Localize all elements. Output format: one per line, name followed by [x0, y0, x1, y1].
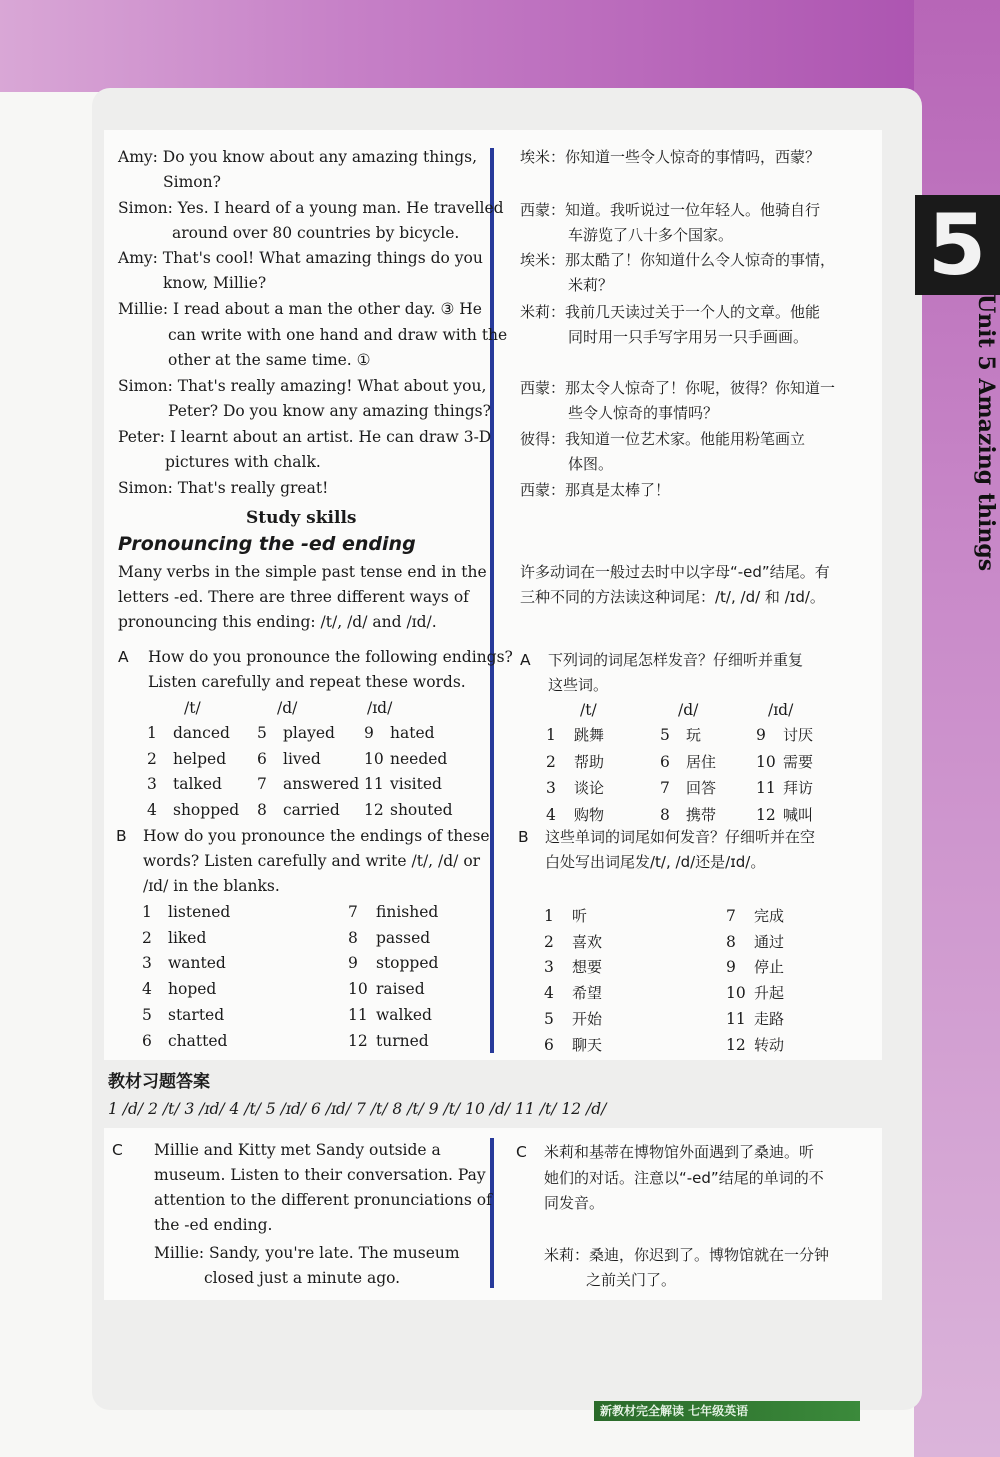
word-cell-number: 6: [142, 1031, 152, 1050]
dialogue-line-zh: 体图。: [568, 455, 614, 473]
word-cell-number: 10: [348, 980, 368, 999]
word-cell-zh-number: 1: [546, 726, 556, 744]
word-cell-number: 5: [142, 1005, 152, 1024]
word-cell-number: 3: [147, 775, 157, 793]
dialogue-line: Amy: Do you know about any amazing things,: [118, 148, 478, 166]
dialogue-line-zh: 米莉：我前几天读过关于一个人的文章。他能: [520, 303, 821, 321]
dialogue-line: closed just a minute ago.: [204, 1269, 401, 1287]
word-cell-word: wanted: [168, 954, 226, 973]
word-cell-word: liked: [168, 928, 207, 947]
word-cell-number: 5: [257, 724, 267, 742]
column-header: /d/: [277, 699, 298, 717]
word-cell-zh-word: 玩: [686, 726, 702, 744]
word-cell-number: 9: [364, 724, 374, 742]
top-decorative-band: [0, 0, 1000, 92]
word-cell-zh-word: 走路: [754, 1009, 785, 1028]
intro-line: Many verbs in the simple past tense end in the: [118, 563, 487, 581]
dialogue-line-zh: 西蒙：那太令人惊奇了！你呢，彼得？你知道一: [520, 379, 836, 397]
word-cell-zh-word: 转动: [754, 1035, 785, 1054]
dialogue-line: other at the same time. ①: [168, 351, 371, 369]
dialogue-line: Millie: Sandy, you're late. The museum: [154, 1244, 460, 1262]
exercise-letter: B: [116, 827, 127, 845]
word-cell-number: 7: [257, 775, 267, 793]
word-cell-word: answered: [283, 775, 360, 793]
section-heading: Study skills: [246, 508, 357, 528]
exercise-prompt: How do you pronounce the endings of these: [143, 827, 490, 845]
word-cell-zh-word: 跳舞: [574, 726, 605, 744]
word-cell-zh-word: 需要: [783, 752, 814, 771]
word-cell-zh-word: 购物: [574, 805, 605, 824]
word-cell-word: hated: [390, 724, 435, 742]
exercise-letter: C: [112, 1141, 123, 1159]
intro-line-zh: 许多动词在一般过去时中以字母“-ed”结尾。有: [520, 563, 830, 581]
word-cell-zh-number: 8: [660, 805, 670, 824]
word-cell-zh-word: 讨厌: [783, 726, 814, 744]
dialogue-line: pictures with chalk.: [165, 453, 321, 471]
footer-bar: 新教材完全解读 七年级英语: [594, 1401, 860, 1421]
word-cell-zh-number: 1: [544, 907, 554, 925]
word-cell-zh-number: 10: [756, 752, 776, 771]
word-cell-word: chatted: [168, 1031, 228, 1050]
word-cell-word: stopped: [376, 954, 439, 973]
word-cell-word: talked: [173, 775, 222, 793]
dialogue-line-zh: 同时用一只手写字用另一只手画画。: [568, 328, 809, 346]
word-cell-number: 7: [348, 903, 358, 921]
column-divider-bottom: [490, 1138, 494, 1288]
word-cell-zh-number: 9: [756, 726, 766, 744]
word-cell-zh-word: 拜访: [783, 779, 814, 797]
word-cell-zh-number: 4: [546, 805, 556, 824]
word-cell-word: visited: [390, 775, 442, 793]
column-header: /t/: [184, 699, 201, 717]
column-header-zh: /t/: [580, 701, 597, 719]
dialogue-line: Simon: Yes. I heard of a young man. He travelled: [118, 199, 504, 217]
dialogue-line-zh: 西蒙：知道。我听说过一位年轻人。他骑自行: [520, 201, 821, 219]
exercise-prompt-zh: 同发音。: [544, 1194, 605, 1212]
dialogue-line-zh: 米莉：桑迪，你迟到了。博物馆就在一分钟: [544, 1246, 830, 1264]
word-cell-word: danced: [173, 724, 230, 742]
exercise-prompt: attention to the different pronunciations of: [154, 1191, 492, 1209]
exercise-prompt-zh: 她们的对话。注意以“-ed”结尾的单词的不: [544, 1169, 824, 1187]
answers-heading: 教材习题答案: [108, 1072, 210, 1092]
word-cell-number: 6: [257, 749, 267, 768]
word-cell-zh-number: 7: [726, 907, 736, 925]
word-cell-zh-word: 携带: [686, 805, 717, 824]
word-cell-zh-word: 谈论: [574, 779, 605, 797]
word-cell-word: turned: [376, 1031, 429, 1050]
word-cell-zh-number: 3: [546, 779, 556, 797]
exercise-prompt: museum. Listen to their conversation. Pay: [154, 1166, 486, 1184]
dialogue-line-zh: 车游览了八十多个国家。: [568, 226, 734, 244]
word-cell-word: passed: [376, 928, 431, 947]
word-cell-number: 2: [142, 928, 152, 947]
word-cell-number: 4: [142, 980, 152, 999]
dialogue-line: Simon: That's really great!: [118, 479, 329, 497]
section-subheading: Pronouncing the -ed ending: [118, 533, 416, 555]
word-cell-zh-number: 5: [544, 1009, 554, 1028]
dialogue-line-zh: 西蒙：那真是太棒了！: [520, 481, 671, 499]
word-cell-number: 12: [364, 800, 384, 819]
word-cell-number: 12: [348, 1031, 368, 1050]
word-cell-word: shouted: [390, 800, 453, 819]
exercise-prompt-zh: 米莉和基蒂在博物馆外面遇到了桑迪。听: [544, 1143, 815, 1161]
word-cell-word: started: [168, 1005, 225, 1024]
exercise-prompt-zh: 这些词。: [548, 676, 609, 694]
word-cell-zh-word: 喊叫: [783, 805, 814, 824]
column-header-zh: /ɪd/: [768, 701, 794, 719]
word-cell-number: 8: [348, 928, 358, 947]
word-cell-word: lived: [283, 749, 321, 768]
column-header: /ɪd/: [367, 699, 393, 717]
word-cell-zh-number: 7: [660, 779, 670, 797]
word-cell-zh-word: 想要: [572, 958, 603, 977]
intro-line-zh: 三种不同的方法读这种词尾：/t/, /d/ 和 /ɪd/。: [520, 588, 825, 606]
word-cell-word: needed: [390, 749, 448, 768]
word-cell-zh-number: 2: [546, 752, 556, 771]
word-cell-zh-word: 听: [572, 907, 588, 925]
word-cell-zh-word: 通过: [754, 932, 785, 951]
word-cell-number: 3: [142, 954, 152, 973]
word-cell-zh-word: 停止: [754, 958, 785, 977]
word-cell-zh-number: 4: [544, 984, 554, 1003]
word-cell-zh-number: 12: [756, 805, 776, 824]
intro-line: letters -ed. There are three different ways of: [118, 588, 469, 606]
exercise-prompt-zh: 白处写出词尾发/t/, /d/还是/ɪd/。: [545, 853, 766, 871]
word-cell-zh-word: 回答: [686, 779, 717, 797]
exercise-letter-zh: A: [520, 651, 531, 669]
word-cell-zh-number: 3: [544, 958, 554, 977]
exercise-prompt-zh: 这些单词的词尾如何发音？仔细听并在空: [545, 828, 816, 846]
word-cell-number: 10: [364, 749, 384, 768]
word-cell-number: 2: [147, 749, 157, 768]
dialogue-line-zh: 米莉？: [568, 276, 614, 294]
dialogue-line: Peter: I learnt about an artist. He can draw 3-D: [118, 428, 492, 446]
exercise-prompt: the -ed ending.: [154, 1216, 273, 1234]
dialogue-line: Simon?: [163, 173, 221, 191]
word-cell-zh-word: 完成: [754, 907, 785, 925]
dialogue-line-zh: 彼得：我知道一位艺术家。他能用粉笔画立: [520, 430, 806, 448]
exercise-prompt: Listen carefully and repeat these words.: [148, 673, 466, 691]
word-cell-zh-number: 9: [726, 958, 736, 977]
intro-line: pronouncing this ending: /t/, /d/ and /ɪd/.: [118, 613, 437, 631]
exercise-prompt-zh: 下列词的词尾怎样发音？仔细听并重复: [548, 651, 804, 669]
dialogue-line: Amy: That's cool! What amazing things do you: [118, 249, 483, 267]
word-cell-zh-number: 11: [756, 779, 776, 797]
word-cell-zh-number: 10: [726, 984, 746, 1003]
word-cell-zh-number: 11: [726, 1009, 746, 1028]
word-cell-word: helped: [173, 749, 227, 768]
word-cell-zh-word: 喜欢: [572, 932, 603, 951]
word-cell-number: 1: [147, 724, 157, 742]
dialogue-line-zh: 之前关门了。: [586, 1271, 677, 1289]
word-cell-zh-word: 希望: [572, 984, 603, 1003]
word-cell-zh-word: 聊天: [572, 1035, 603, 1054]
word-cell-number: 8: [257, 800, 267, 819]
dialogue-line: Simon: That's really amazing! What about you,: [118, 377, 487, 395]
dialogue-line: around over 80 countries by bicycle.: [172, 224, 460, 242]
word-cell-zh-number: 5: [660, 726, 670, 744]
word-cell-zh-number: 8: [726, 932, 736, 951]
exercise-prompt: words? Listen carefully and write /t/, /d/ or: [143, 852, 481, 870]
word-cell-number: 4: [147, 800, 157, 819]
word-cell-number: 11: [364, 775, 384, 793]
answers-line: 1 /d/ 2 /t/ 3 /ɪd/ 4 /t/ 5 /ɪd/ 6 /ɪd/ 7 /t/ 8 /t/ 9 /t/ 10 /d/ 11 /t/ 12 /d/: [108, 1100, 607, 1118]
word-cell-word: shopped: [173, 800, 240, 819]
word-cell-word: listened: [168, 903, 231, 921]
exercise-letter-zh: B: [518, 828, 529, 846]
word-cell-word: played: [283, 724, 335, 742]
unit-title: Unit 5 Amazing things: [973, 294, 999, 572]
exercise-letter: A: [118, 648, 129, 666]
dialogue-line: Peter? Do you know any amazing things?: [168, 402, 491, 420]
dialogue-line: Millie: I read about a man the other day. ③ He: [118, 300, 482, 318]
word-cell-zh-word: 开始: [572, 1009, 603, 1028]
exercise-prompt: Millie and Kitty met Sandy outside a: [154, 1141, 441, 1159]
word-cell-zh-word: 居住: [686, 752, 717, 771]
word-cell-zh-word: 帮助: [574, 752, 605, 771]
column-divider: [490, 148, 494, 1053]
exercise-letter-zh: C: [516, 1143, 527, 1161]
word-cell-zh-number: 12: [726, 1035, 746, 1054]
dialogue-line-zh: 埃米：你知道一些令人惊奇的事情吗，西蒙？: [520, 148, 821, 166]
word-cell-word: finished: [376, 903, 439, 921]
word-cell-zh-number: 6: [660, 752, 670, 771]
dialogue-line: can write with one hand and draw with the: [168, 326, 508, 344]
word-cell-word: hoped: [168, 980, 217, 999]
word-cell-zh-word: 升起: [754, 984, 785, 1003]
exercise-prompt: /ɪd/ in the blanks.: [143, 877, 280, 895]
exercise-prompt: How do you pronounce the following endings?: [148, 648, 513, 666]
dialogue-line-zh: 些令人惊奇的事情吗？: [568, 404, 719, 422]
word-cell-zh-number: 2: [544, 932, 554, 951]
word-cell-word: carried: [283, 800, 340, 819]
word-cell-number: 9: [348, 954, 358, 973]
unit-number: 5: [927, 196, 987, 294]
dialogue-line-zh: 埃米：那太酷了！你知道什么令人惊奇的事情，: [520, 251, 836, 269]
word-cell-word: raised: [376, 980, 425, 999]
word-cell-number: 1: [142, 903, 152, 921]
column-header-zh: /d/: [678, 701, 699, 719]
word-cell-number: 11: [348, 1005, 368, 1024]
dialogue-line: know, Millie?: [163, 274, 267, 292]
word-cell-zh-number: 6: [544, 1035, 554, 1054]
word-cell-word: walked: [376, 1005, 432, 1024]
